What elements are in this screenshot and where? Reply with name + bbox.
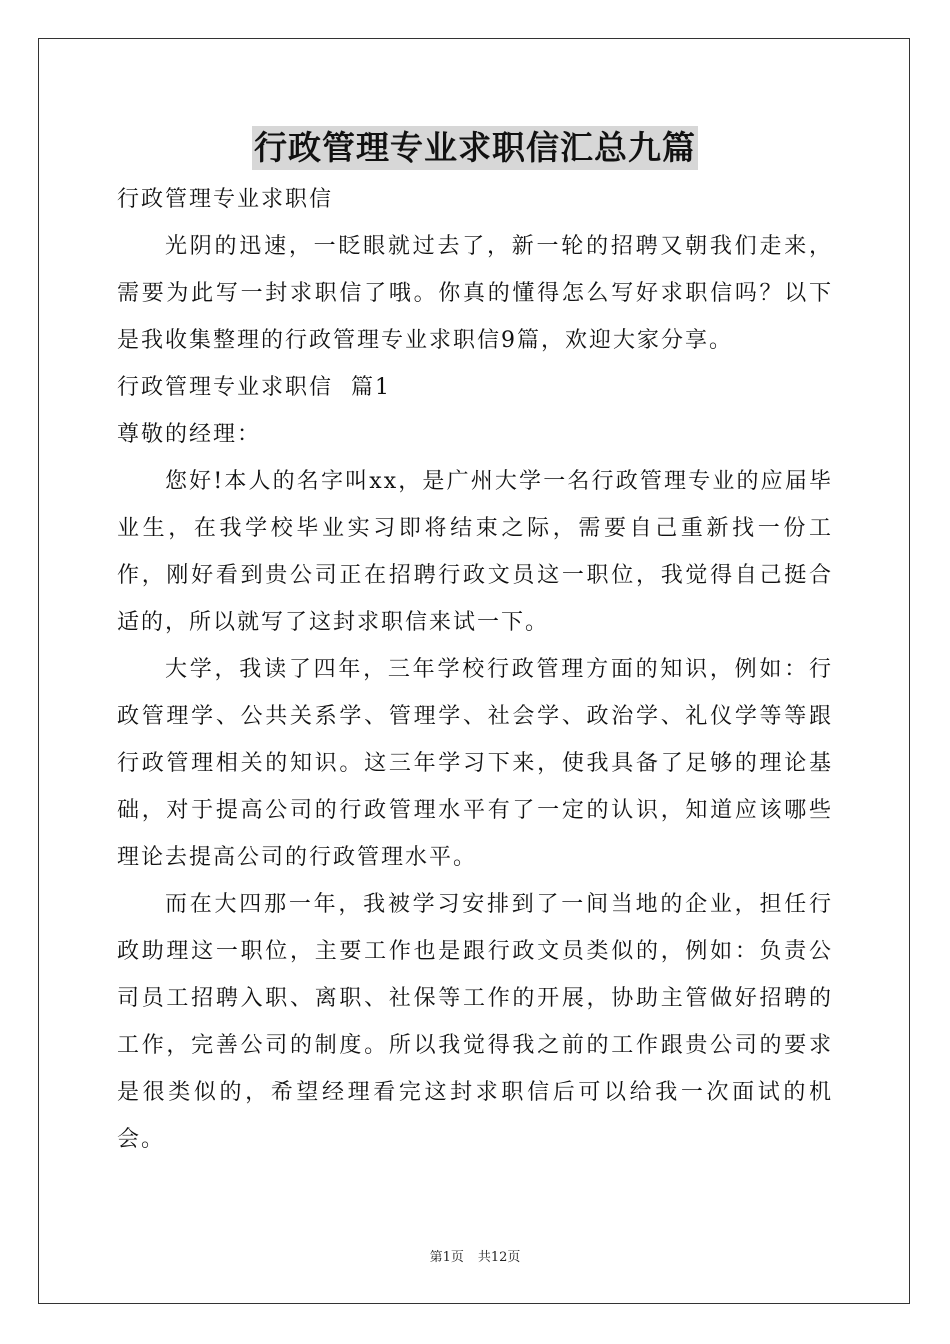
document-subtitle: 行政管理专业求职信 <box>117 187 334 212</box>
section-heading: 行政管理专业求职信 篇1 <box>117 375 391 400</box>
intro-paragraph: 光阴的迅速，一眨眼就过去了，新一轮的招聘又朝我们走来，需要为此写一封求职信了哦。你真的懂得怎么写好求职信吗？以下是我收集整理的行政管理专业求职信9篇，欢迎大家分享。 <box>117 234 833 353</box>
body-paragraph-2: 大学，我读了四年，三年学校行政管理方面的知识，例如：行政管理学、公共关系学、管理学、社会学、政治学、礼仪学等等跟行政管理相关的知识。这三年学习下来，使我具备了足够的理论基础，对于提高公司的行政管理水平有了一定的认识，知道应该哪些理论去提高公司的行政管理水平。 <box>117 657 833 870</box>
title-container <box>0 126 950 170</box>
page-number-total: 共12页 <box>477 1250 521 1265</box>
document-title: 行政管理专业求职信汇总九篇 <box>252 126 698 170</box>
page-number-current: 第1页 <box>429 1250 464 1265</box>
document-body <box>117 176 833 1163</box>
body-paragraph-1: 您好!本人的名字叫xx，是广州大学一名行政管理专业的应届毕业生，在我学校毕业实习即将结束之际，需要自己重新找一份工作，刚好看到贵公司正在招聘行政文员这一职位，我觉得自己挺合适的，所以就写了这封求职信来试一下。 <box>117 469 833 635</box>
body-paragraph-3: 而在大四那一年，我被学习安排到了一间当地的企业，担任行政助理这一职位，主要工作也是跟行政文员类似的，例如：负责公司员工招聘入职、离职、社保等工作的开展，协助主管做好招聘的工作，完善公司的制度。所以我觉得我之前的工作跟贵公司的要求是很类似的，希望经理看完这封求职信后可以给我一次面试的机会。 <box>117 892 833 1152</box>
page-footer <box>0 1248 950 1268</box>
salutation: 尊敬的经理： <box>117 422 262 447</box>
